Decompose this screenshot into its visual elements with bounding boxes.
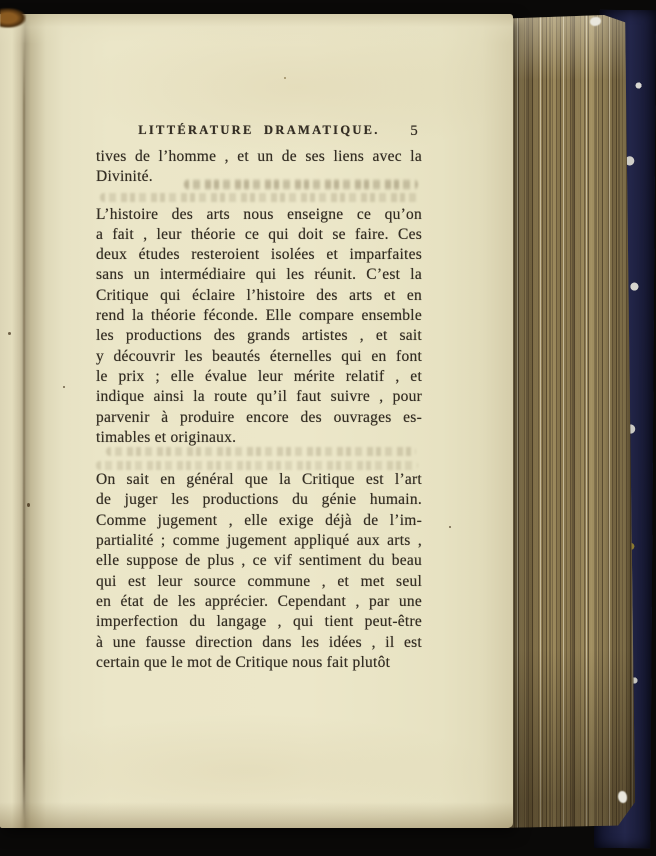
paragraph-histoire-des-arts xyxy=(96,205,422,449)
paper-speck xyxy=(284,77,286,79)
ghost-showthrough-line xyxy=(100,193,418,202)
text-line: On sait en général que la Critique est l’art xyxy=(96,471,422,489)
text-line: imperfection du langage , qui tient peut-être xyxy=(96,613,422,631)
ghost-showthrough-line xyxy=(106,447,416,456)
text-line: tives de l’homme , et un de ses liens avec la xyxy=(96,148,422,165)
paragraph-on-sait xyxy=(96,470,422,673)
paper-speck xyxy=(27,503,30,507)
text-line: deux études resteroient isolées et imparfaites xyxy=(96,246,422,264)
text-line: elle suppose de plus , ce vif sentiment du beau xyxy=(96,552,422,570)
text-line: le prix ; elle évalue leur mérite relatif , et xyxy=(96,367,422,385)
text-line: indique ainsi la route qu’il faut suivre , pour xyxy=(96,388,422,406)
running-header xyxy=(96,122,422,140)
text-line: timables et originaux. xyxy=(96,428,237,446)
book-page xyxy=(0,14,513,828)
page-number: 5 xyxy=(410,123,418,139)
text-line: y découvrir les beautés éternelles qui en font xyxy=(96,347,422,365)
text-line: rend la théorie féconde. Elle compare ensemble xyxy=(96,307,422,325)
text-line: en état de les apprécier. Cependant , par une xyxy=(96,592,422,610)
text-line: sans un intermédiaire qui les réunit. C’est la xyxy=(96,266,422,284)
text-line: qui est leur source commune , et met seul xyxy=(96,572,422,590)
ghost-showthrough-line xyxy=(96,461,418,470)
paper-speck xyxy=(8,332,11,335)
text-line: de juger les productions du génie humain. xyxy=(96,491,422,509)
corner-binding-spot xyxy=(0,8,26,28)
text-line: Comme jugement , elle exige déjà de l’im- xyxy=(96,511,422,529)
text-line: certain que le mot de Critique nous fait plutôt xyxy=(96,653,391,671)
page-content xyxy=(96,122,422,673)
book-fore-edge xyxy=(494,15,635,828)
ghost-showthrough-line xyxy=(184,181,418,190)
paper-speck xyxy=(63,386,65,388)
header-title: LITTÉRATURE DRAMATIQUE. xyxy=(138,122,380,137)
page-gutter-crease xyxy=(23,42,25,820)
paper-fragment xyxy=(618,791,627,803)
text-line: L’histoire des arts nous enseigne ce qu’on xyxy=(96,205,422,223)
paper-speck xyxy=(449,526,451,528)
text-line: Critique qui éclaire l’histoire des arts et en xyxy=(96,286,422,304)
text-line: parvenir à produire encore des ouvrages es- xyxy=(96,408,422,426)
text-line: Divinité. xyxy=(96,168,153,186)
text-line: a fait , leur théorie ce qui doit se faire. Ces xyxy=(96,225,422,243)
text-line: les productions des grands artistes , et sait xyxy=(96,327,422,345)
text-line: à une fausse direction dans les idées , il est xyxy=(96,633,422,651)
text-line: partialité ; comme jugement appliqué aux arts , xyxy=(96,532,422,550)
